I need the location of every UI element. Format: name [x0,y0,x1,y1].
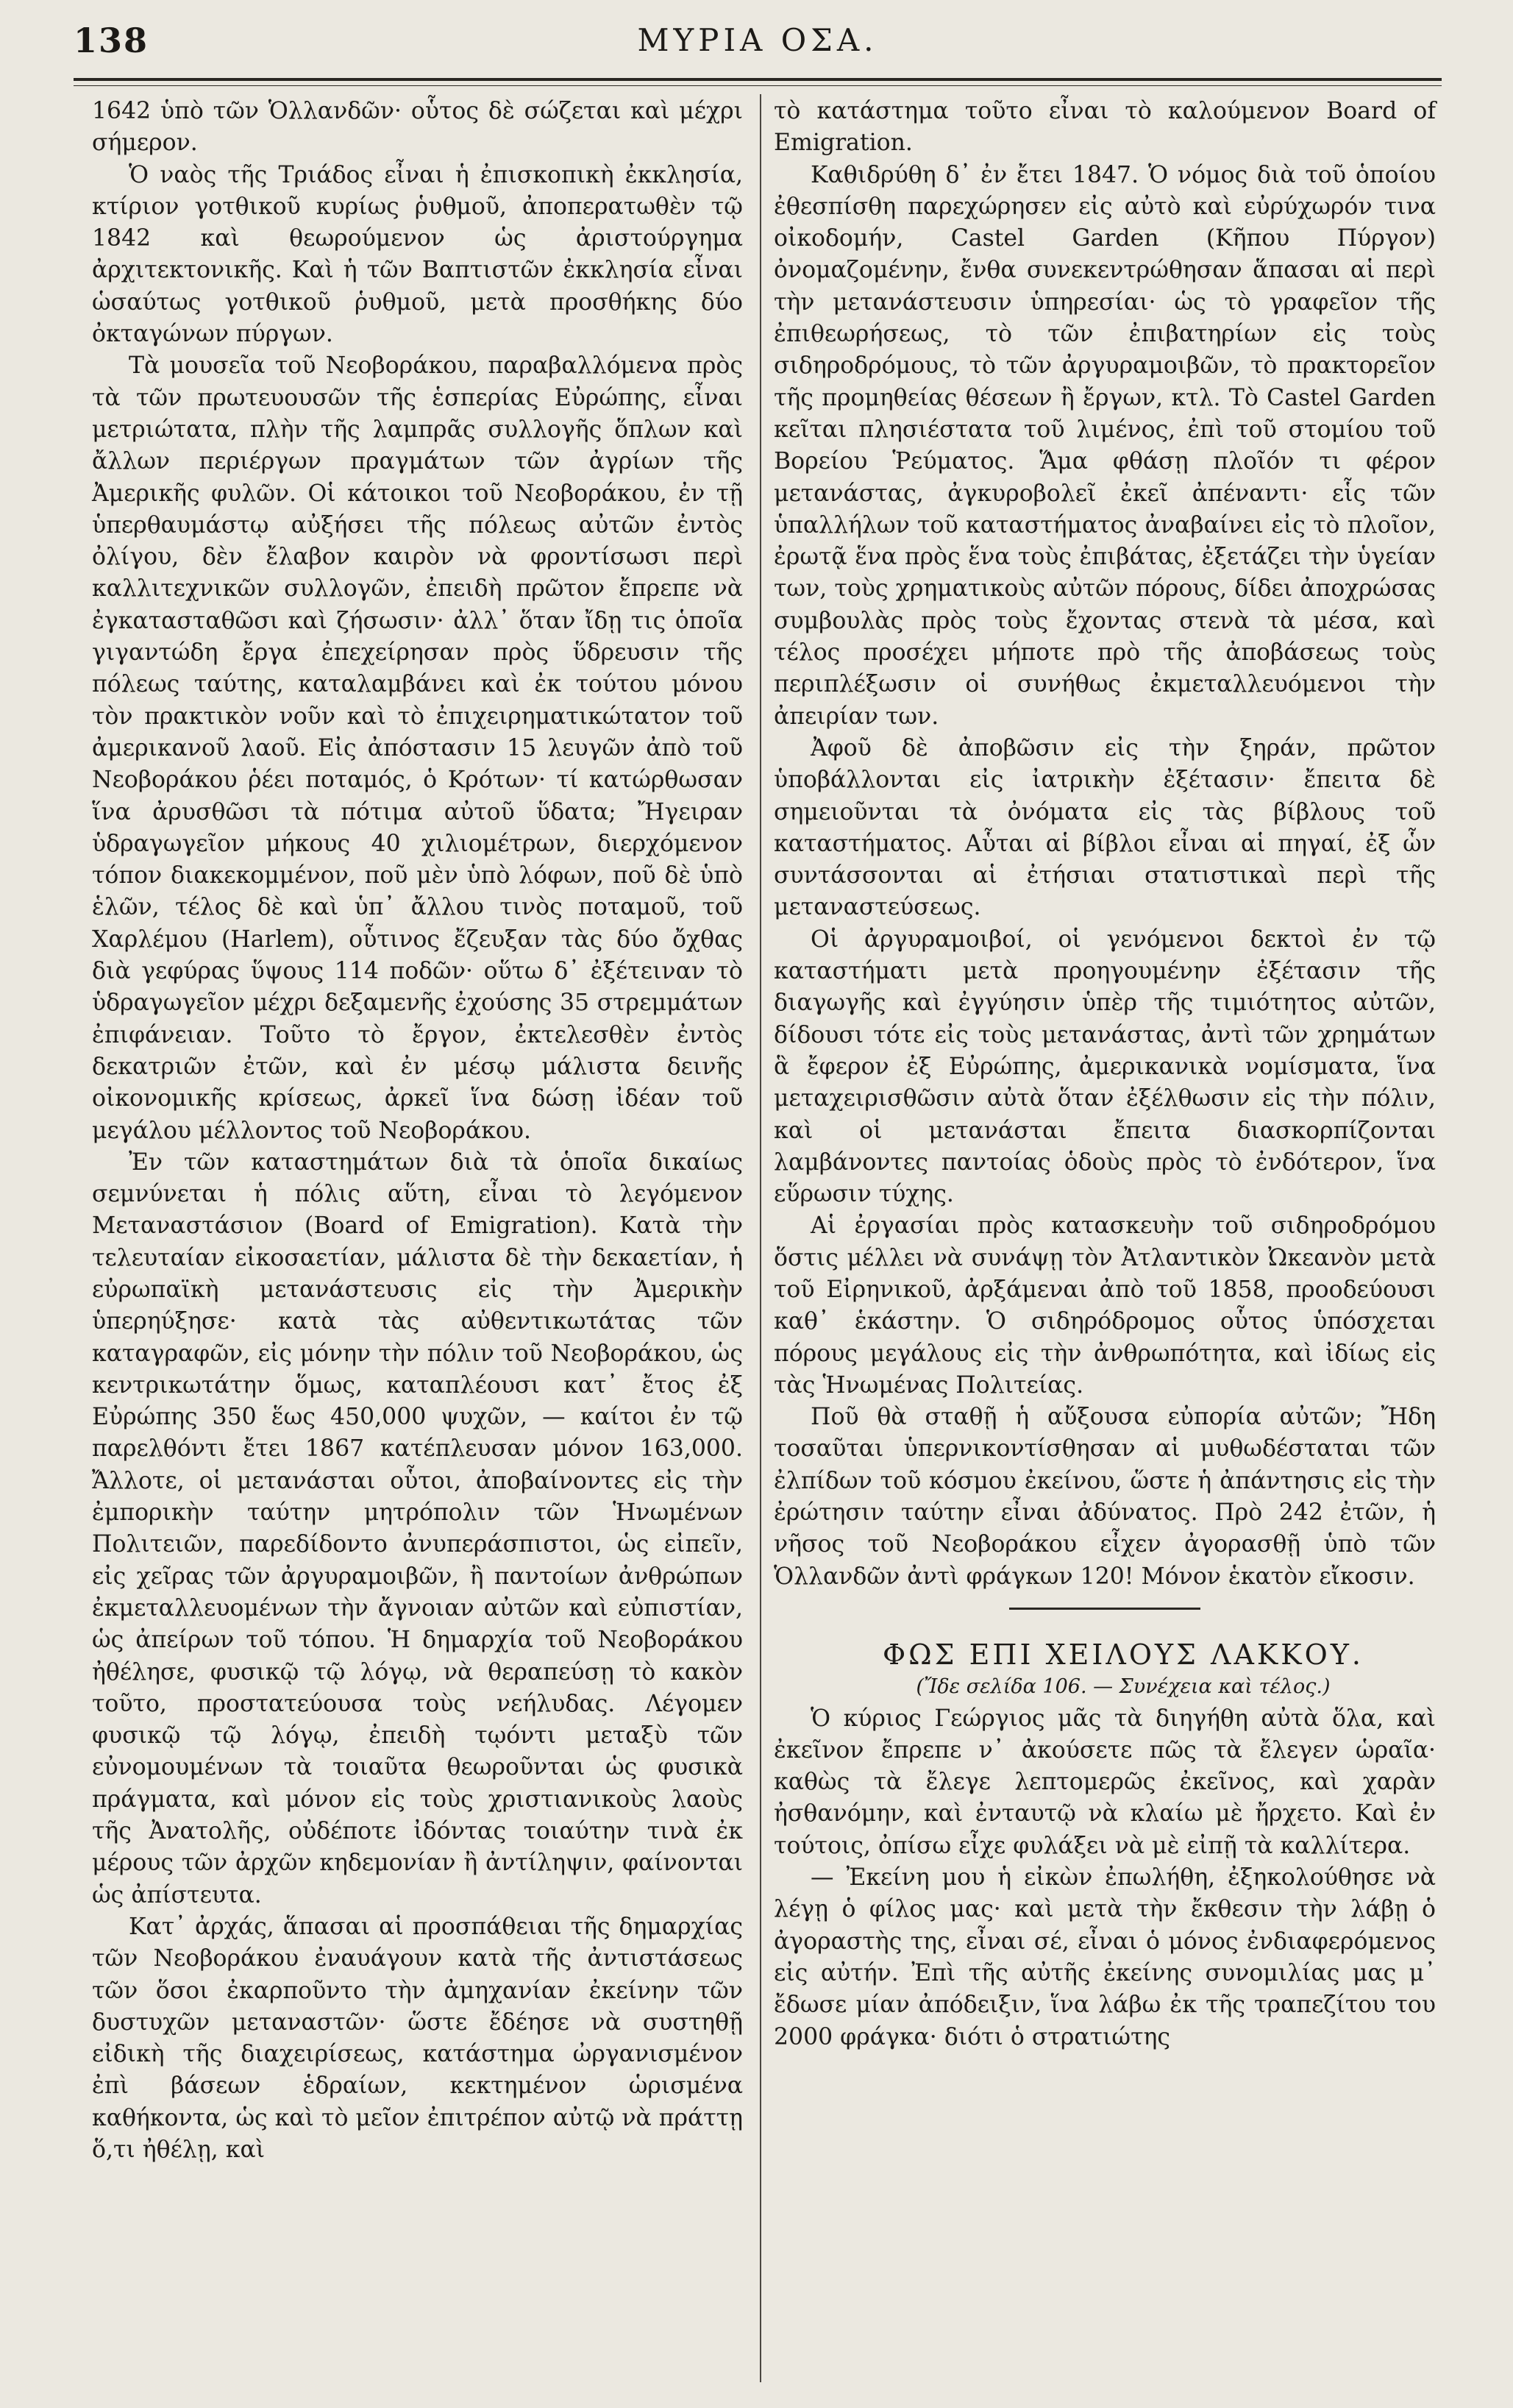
page-number: 138 [74,21,149,60]
paragraph: Τὰ μουσεῖα τοῦ Νεοβοράκου, παραβαλλόμενα πρὸς τὰ τῶν πρωτευουσῶν τῆς ἑσπερίας Εὐρώπης, εἶναι μετριώτατα, πλὴν τῆς λαμπρᾶς συλλογῆς ὅπλων καὶ ἄλλων περιέργων πραγμάτων τῶν ἀγρίων τῆς Ἀμερικῆς φυλῶν. Οἱ κάτοικοι τοῦ Νεοβοράκου, ἐν τῇ ὑπερθαυμάστῳ αὐξήσει τῆς πόλεως αὐτῶν ἐντὸς ὀλίγου, δὲν ἔλαβον καιρὸν νὰ φροντίσωσι περὶ καλλιτεχνικῶν συλλογῶν, ἐπειδὴ πρῶτον ἔπρεπε νὰ ἐγκατασταθῶσι καὶ ζήσωσιν· ἀλλ᾽ ὅταν ἴδῃ τις ὁποῖα γιγαντώδη ἔργα ἐπεχείρησαν πρὸς ὕδρευσιν τῆς πόλεως ταύτης, καταλαμβάνει καὶ ἐκ τούτου μόνου τὸν πρακτικὸν νοῦν καὶ τὸ ἐπιχειρηματικώτατον τοῦ ἀμερικανοῦ λαοῦ. Εἰς ἀπόστασιν 15 λευγῶν ἀπὸ τοῦ Νεοβοράκου ῥέει ποταμός, ὁ Κρότων· τί κατώρθωσαν ἵνα ἀρυσθῶσι τὰ πότιμα αὐτοῦ ὕδατα; Ἤγειραν ὑδραγωγεῖον μήκους 40 χιλιομέτρων, διερχόμενον τόπον διακεκομμένον, ποῦ μὲν ὑπὸ λόφων, ποῦ δὲ ὑπὸ ἑλῶν, τέλος δὲ καὶ ὑπ᾽ ἄλλου τινὸς ποταμοῦ, τοῦ Χαρλέμου (Harlem), οὗτινος ἔζευξαν τὰς δύο ὄχθας διὰ γεφύρας ὕψους 114 ποδῶν· οὕτω δ᾽ ἐξέτειναν τὸ ὑδραγωγεῖον μέχρι δεξαμενῆς ἐχούσης 35 στρεμμάτων ἐπιφάνειαν. Τοῦτο τὸ ἔργον, ἐκτελεσθὲν ἐντὸς δεκατριῶν ἐτῶν, καὶ ἐν μέσῳ μάλιστα δεινῆς οἰκονομικῆς κρίσεως, ἀρκεῖ ἵνα δώσῃ ἰδέαν τοῦ μεγάλου μέλλοντος τοῦ Νεοβοράκου. [92,352,743,1144]
paragraph: Ποῦ θὰ σταθῇ ἡ αὔξουσα εὐπορία αὐτῶν; Ἤδη τοσαῦται ὑπερνικοντίσθησαν αἱ μυθωδέσταται τῶν ἐλπίδων τοῦ κόσμου ἐκείνου, ὥστε ἡ ἀπάντησις εἰς τὴν ἐρώτησιν ταύτην εἶναι ἀδύνατος. Πρὸ 242 ἐτῶν, ἡ νῆσος τοῦ Νεοβοράκου εἶχεν ἀγορασθῇ ὑπὸ τῶν Ὁλλανδῶν ἀντὶ φράγκων 120! Μόνον ἑκατὸν εἴκοσιν. [774,1404,1436,1590]
page-header [74,16,1442,68]
right-column [774,96,1436,2053]
paragraph: Ἐν τῶν καταστημάτων διὰ τὰ ὁποῖα δικαίως σεμνύνεται ἡ πόλις αὕτη, εἶναι τὸ λεγόμενον Μεταναστάσιον (Board of Emigration). Κατὰ τὴν τελευταίαν εἰκοσαετίαν, μάλιστα δὲ τὴν δεκαετίαν, ἡ εὐρωπαϊκὴ μετανάστευσις εἰς τὴν Ἀμερικὴν ὑπερηύξησε· κατὰ τὰς αὐθεντικωτάτας τῶν καταγραφῶν, εἰς μόνην τὴν πόλιν τοῦ Νεοβοράκου, ὡς κεντρικωτάτην ὅμως, καταπλέουσι κατ᾽ ἔτος ἐξ Εὐρώπης 350 ἕως 450,000 ψυχῶν, — καίτοι ἐν τῷ παρελθόντι ἔτει 1867 κατέπλευσαν μόνον 163,000. Ἄλλοτε, οἱ μετανάσται οὗτοι, ἀποβαίνοντες εἰς τὴν ἐμπορικὴν ταύτην μητρόπολιν τῶν Ἡνωμένων Πολιτειῶν, παρεδίδοντο ἀνυπεράσπιστοι, ὡς εἰπεῖν, εἰς χεῖρας τῶν ἀργυραμοιβῶν, ἢ παντοίων ἀνθρώπων ἐκμεταλλευομένων τὴν ἄγνοιαν αὐτῶν καὶ εὐπιστίαν, ὡς ἀπείρων τοῦ τόπου. Ἡ δημαρχία τοῦ Νεοβοράκου ἠθέλησε, φυσικῷ τῷ λόγῳ, νὰ θεραπεύσῃ τὸ κακὸν τοῦτο, προστατεύουσα τοὺς νεήλυδας. Λέγομεν φυσικῷ τῷ λόγῳ, ἐπειδὴ τῳόντι μεταξὺ τῶν εὐνομουμένων τὰ τοιαῦτα θεωροῦνται ὡς φυσικὰ πράγματα, καὶ μόνον εἰς τοὺς χριστιανικοὺς λαοὺς τῆς Ἀνατολῆς, οὐδέποτε ἰδόντας τοιαύτην τινὰ ἐκ μέρους τῶν ἀρχῶν κηδεμονίαν ἢ ἀντίληψιν, φαίνονται ὡς ἀπίστευτα. [92,1148,743,1908]
paragraph: 1642 ὑπὸ τῶν Ὁλλανδῶν· οὗτος δὲ σώζεται καὶ μέχρι σήμερον. [92,98,743,157]
section-title: ΦΩΣ ΕΠΙ ΧΕΙΛΟΥΣ ΛΑΚΚΟΥ. [883,1638,1364,1671]
header-rule-thin [74,85,1442,86]
paragraph: — Ἐκείνη μου ἡ εἰκὼν ἐπωλήθη, ἐξηκολούθησε νὰ λέγῃ ὁ φίλος μας· καὶ μετὰ τὴν ἔκθεσιν τὴν λάβῃ ὁ ἀγοραστὴς της, εἶναι σέ, εἶναι ὁ μόνος ἐνδιαφερόμενος εἰς αὐτήν. Ἐπὶ τῆς αὐτῆς ἐκείνης συνομιλίας μας μ᾽ ἔδωσε μίαν ἀπόδειξιν, ἵνα λάβω ἐκ τῆς τραπεζίτου του 2000 φράγκα· διότι ὁ στρατιώτης [774,1864,1436,2050]
paragraph: Ὁ κύριος Γεώργιος μᾶς τὰ διηγήθη αὐτὰ ὅλα, καὶ ἐκεῖνον ἔπρεπε ν᾽ ἀκούσετε πῶς τὰ ἔλεγεν ὡραῖα· καθὼς τὰ ἔλεγε λεπτομερῶς ἐκεῖνος, καὶ χαρὰν ἠσθανόμην, καὶ ἐνταυτῷ νὰ κλαίω μὲ ἤρχετο. Καὶ ἐν τούτοις, ὀπίσω εἶχε φυλάξει νὰ μὲ εἰπῇ τὰ καλλίτερα. [774,1705,1436,1859]
paragraph: Ἀφοῦ δὲ ἀποβῶσιν εἰς τὴν ξηράν, πρῶτον ὑποβάλλονται εἰς ἰατρικὴν ἐξέτασιν· ἔπειτα δὲ σημειοῦνται τὰ ὀνόματα εἰς τὰς βίβλους τοῦ καταστήματος. Αὗται αἱ βίβλοι εἶναι αἱ πηγαί, ἐξ ὧν συντάσσονται αἱ ἐτήσιαι στατιστικαὶ περὶ τῆς μεταναστεύσεως. [774,734,1436,921]
header-rule [74,78,1442,81]
column-divider [760,94,761,2382]
paragraph: Ὁ ναὸς τῆς Τριάδος εἶναι ἡ ἐπισκοπικὴ ἐκκλησία, κτίριον γοτθικοῦ κυρίως ῥυθμοῦ, ἀποπερατωθὲν τῷ 1842 καὶ θεωρούμενον ὡς ἀριστούργημα ἀρχιτεκτονικῆς. Καὶ ἡ τῶν Βαπτιστῶν ἐκκλησία εἶναι ὡσαύτως γοτθικοῦ ῥυθμοῦ, μετὰ προσθήκης δύο ὀκταγώνων πύργων. [92,161,743,348]
left-column [92,96,743,2166]
section-note: (Ἴδε σελίδα 106. — Συνέχεια καὶ τέλος.) [916,1675,1331,1699]
paragraph: τὸ κατάστημα τοῦτο εἶναι τὸ καλούμενον Board of Emigration. [774,98,1436,157]
paragraph: Αἱ ἐργασίαι πρὸς κατασκευὴν τοῦ σιδηροδρόμου ὅστις μέλλει νὰ συνάψῃ τὸν Ἀτλαντικὸν Ὠκεανὸν μετὰ τοῦ Εἰρηνικοῦ, ἀρξάμεναι ἀπὸ τοῦ 1858, προοδεύουσι καθ᾽ ἑκάστην. Ὁ σιδηρόδρομος οὗτος ὑπόσχεται πόρους μεγάλους εἰς τὴν ἀνθρωπότητα, καὶ ἰδίως εἰς τὰς Ἡνωμένας Πολιτείας. [774,1212,1436,1399]
running-title: ΜΥΡΙΑ ΟΣΑ. [637,22,878,58]
paragraph: Κατ᾽ ἀρχάς, ἅπασαι αἱ προσπάθειαι τῆς δημαρχίας τῶν Νεοβοράκου ἐναυάγουν κατὰ τῆς ἀντιστάσεως τῶν ὅσοι ἐκαρποῦντο τὴν ἀμηχανίαν ἐκείνην τῶν δυστυχῶν μεταναστῶν· ὥστε ἔδέησε νὰ συστηθῇ εἰδικὴ τῆς διαχειρίσεως, κατάστημα ὠργανισμένον ἐπὶ βάσεων ἑδραίων, κεκτημένον ὡρισμένα καθήκοντα, ὡς καὶ τὸ μεῖον ἐπιτρέπον αὐτῷ νὰ πράττῃ ὅ,τι ἠθέλῃ, καὶ [92,1913,743,2163]
paragraph: Καθιδρύθη δ᾽ ἐν ἔτει 1847. Ὁ νόμος διὰ τοῦ ὁποίου ἐθεσπίσθη παρεχώρησεν εἰς αὐτὸ καὶ εὐρύχωρόν τινα οἰκοδομήν, Castel Garden (Κῆπου Πύργον) ὀνομαζομένην, ἔνθα συνεκεντρώθησαν ἅπασαι αἱ περὶ τὴν μετανάστευσιν ὑπηρεσίαι· ὡς τὸ γραφεῖον τῆς ἐπιθεωρήσεως, τὸ τῶν ἐπιβατηρίων εἰς τοὺς σιδηροδρόμους, τὸ τῶν ἀργυραμοιβῶν, τὸ πρακτορεῖον τῆς προμηθείας θέσεων ἢ ἔργων, κτλ. Τὸ Castel Garden κεῖται πλησιέστατα τοῦ λιμένος, ἐπὶ τοῦ στομίου τοῦ Βορείου Ῥεύματος. Ἅμα φθάσῃ πλοῖόν τι φέρον μετανάστας, ἀγκυροβολεῖ ἐκεῖ ἀπέναντι· εἷς τῶν ὑπαλλήλων τοῦ καταστήματος ἀναβαίνει εἰς τὸ πλοῖον, ἐρωτᾷ ἕνα πρὸς ἕνα τοὺς ἐπιβάτας, ἐξετάζει τὴν ὑγείαν των, τοὺς χρηματικοὺς αὐτῶν πόρους, δίδει ἀποχρώσας συμβουλὰς πρὸς τοὺς ἔχοντας στενὰ τὰ μέσα, καὶ τέλος προσέχει μήποτε πρὸ τῆς ἀποβάσεως τοὺς περιπλέξωσιν οἱ συνήθως ἐκμεταλλευόμενοι τὴν ἀπειρίαν των. [774,161,1436,730]
section-separator [1009,1608,1200,1610]
paragraph: Οἱ ἀργυραμοιβοί, οἱ γενόμενοι δεκτοὶ ἐν τῷ καταστήματι μετὰ προηγουμένην ἐξέτασιν τῆς διαγωγῆς καὶ ἐγγύησιν ὑπὲρ τῆς τιμιότητος αὐτῶν, δίδουσι τότε εἰς τοὺς μετανάστας, ἀντὶ τῶν χρημάτων ἃ ἔφερον ἐξ Εὐρώπης, ἀμερικανικὰ νομίσματα, ἵνα μεταχειρισθῶσιν αὐτὰ ὅταν ἐξέλθωσιν εἰς τὴν πόλιν, καὶ οἱ μετανάσται ἔπειτα διασκορπίζονται λαμβάνοντες παντοίας ὁδοὺς πρὸς τὸ ἐνδότερον, ἵνα εὕρωσιν τύχης. [774,926,1436,1208]
